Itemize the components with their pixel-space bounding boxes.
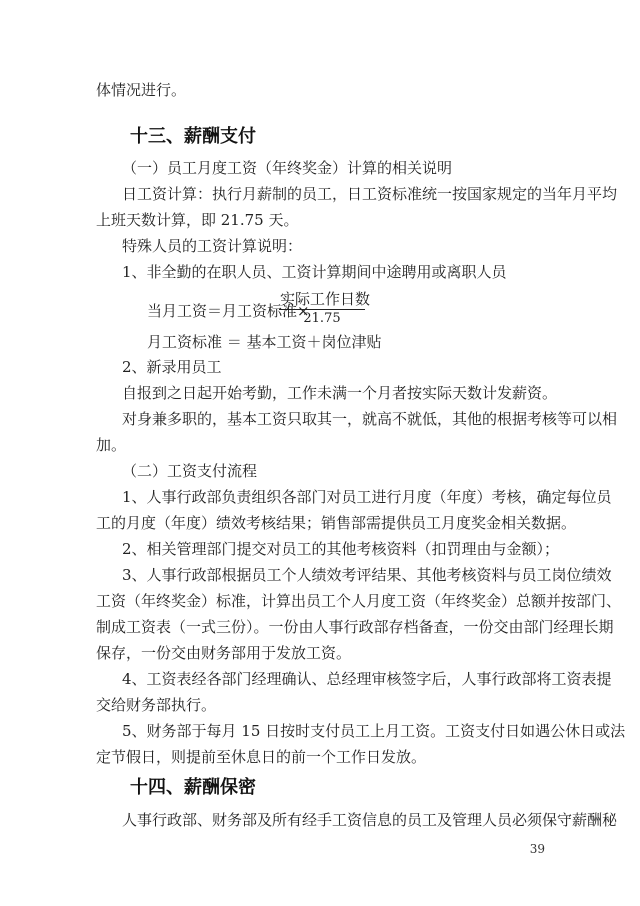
subsection-title: （二）工资支付流程 bbox=[122, 462, 258, 480]
text-line: 自报到之日起开始考勤，工作未满一个月者按实际天数计发薪资。 bbox=[122, 384, 558, 402]
text-line: 2、新录用员工 bbox=[122, 358, 222, 376]
text-line: 2、相关管理部门提交对员工的其他考核资料（扣罚理由与金额）； bbox=[122, 540, 560, 558]
text-line: 体情况进行。 bbox=[96, 81, 187, 99]
text-line: 工资（年终奖金）标准，计算出员工个人月度工资（年终奖金）总额并按部门、 bbox=[96, 592, 622, 610]
text-line: 交给财务部执行。 bbox=[96, 696, 217, 714]
subsection-title: （一）员工月度工资（年终奖金）计算的相关说明 bbox=[122, 159, 453, 177]
text-line: 定节假日，则提前至休息日的前一个工作日发放。 bbox=[96, 748, 427, 766]
text-line: 保存，一份交由财务部用于发放工资。 bbox=[96, 644, 352, 662]
text-line: 加。 bbox=[96, 436, 127, 454]
text-line: 月工资标准 ＝ 基本工资＋岗位津贴 bbox=[147, 333, 382, 351]
text-line: 5、财务部于每月 15 日按时支付员工上月工资。工资支付日如遇公休日或法 bbox=[122, 722, 626, 740]
formula-numerator: 实际工作日数 bbox=[280, 290, 371, 308]
text-line: 对身兼多职的，基本工资只取其一，就高不就低，其他的根据考核等可以相 bbox=[122, 410, 618, 428]
formula-lhs: 当月工资＝月工资标准× bbox=[147, 302, 310, 320]
formula-denominator: 21.75 bbox=[303, 311, 341, 326]
section-heading-13: 十三、薪酬支付 bbox=[130, 126, 256, 147]
section-heading-14: 十四、薪酬保密 bbox=[130, 777, 256, 798]
text-line: 上班天数计算，即 21.75 天。 bbox=[96, 211, 299, 229]
text-line: 工的月度（年度）绩效考核结果；销售部需提供员工月度奖金相关数据。 bbox=[96, 514, 577, 532]
text-line: 3、人事行政部根据员工个人绩效考评结果、其他考核资料与员工岗位绩效 bbox=[122, 566, 612, 584]
text-line: 特殊人员的工资计算说明： bbox=[122, 237, 303, 255]
formula-fraction bbox=[279, 290, 371, 328]
text-line: 1、非全勤的在职人员、工资计算期间中途聘用或离职人员 bbox=[122, 263, 507, 281]
page-number: 39 bbox=[529, 842, 545, 856]
text-line: 制成工资表（一式三份）。一份由人事行政部存档备查，一份交由部门经理长期 bbox=[96, 618, 614, 636]
text-line: 1、人事行政部负责组织各部门对员工进行月度（年度）考核，确定每位员 bbox=[122, 488, 612, 506]
text-line: 人事行政部、财务部及所有经手工资信息的员工及管理人员必须保守薪酬秘 bbox=[122, 811, 618, 829]
text-line: 日工资计算：执行月薪制的员工，日工资标准统一按国家规定的当年月平均 bbox=[122, 185, 618, 203]
text-line: 4、工资表经各部门经理确认、总经理审核签字后，人事行政部将工资表提 bbox=[122, 670, 612, 688]
